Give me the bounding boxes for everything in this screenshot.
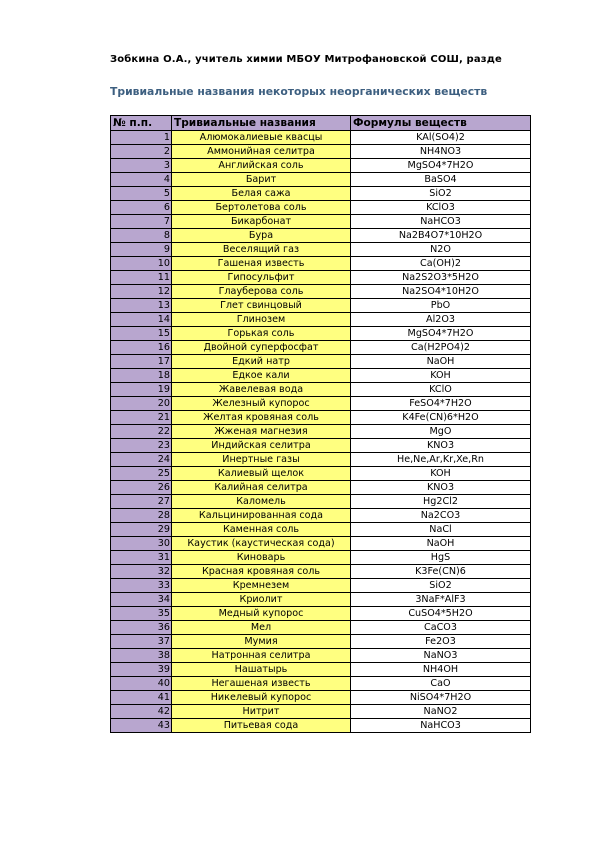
row-number: 21 xyxy=(111,411,172,425)
row-number: 19 xyxy=(111,383,172,397)
table-row xyxy=(111,369,531,383)
row-formula: NH4NO3 xyxy=(351,145,531,159)
table-row xyxy=(111,551,531,565)
row-number: 35 xyxy=(111,607,172,621)
table-row xyxy=(111,481,531,495)
table-row xyxy=(111,425,531,439)
row-trivial-name: Жавелевая вода xyxy=(172,383,351,397)
row-trivial-name: Каломель xyxy=(172,495,351,509)
row-formula: Fe2O3 xyxy=(351,635,531,649)
table-row xyxy=(111,523,531,537)
table-row xyxy=(111,397,531,411)
row-formula: NaNO2 xyxy=(351,705,531,719)
row-trivial-name: Никелевый купорос xyxy=(172,691,351,705)
row-number: 24 xyxy=(111,453,172,467)
row-trivial-name: Двойной суперфосфат xyxy=(172,341,351,355)
row-trivial-name: Горькая соль xyxy=(172,327,351,341)
row-trivial-name: Английская соль xyxy=(172,159,351,173)
row-number: 41 xyxy=(111,691,172,705)
row-trivial-name: Бура xyxy=(172,229,351,243)
row-formula: Na2S2O3*5H2O xyxy=(351,271,531,285)
row-formula: KNO3 xyxy=(351,439,531,453)
row-number: 18 xyxy=(111,369,172,383)
row-number: 12 xyxy=(111,285,172,299)
row-number: 39 xyxy=(111,663,172,677)
row-trivial-name: Кальцинированная сода xyxy=(172,509,351,523)
row-formula: Na2CO3 xyxy=(351,509,531,523)
row-number: 34 xyxy=(111,593,172,607)
row-trivial-name: Желтая кровяная соль xyxy=(172,411,351,425)
row-number: 22 xyxy=(111,425,172,439)
table-row xyxy=(111,495,531,509)
table-row xyxy=(111,243,531,257)
table-row xyxy=(111,509,531,523)
row-number: 1 xyxy=(111,131,172,145)
row-formula: KNO3 xyxy=(351,481,531,495)
row-formula: CaCO3 xyxy=(351,621,531,635)
table-body xyxy=(111,131,531,733)
row-formula: SiO2 xyxy=(351,187,531,201)
row-formula: NaHCO3 xyxy=(351,215,531,229)
row-trivial-name: Негашеная известь xyxy=(172,677,351,691)
header-formula: Формулы веществ xyxy=(351,116,531,131)
row-formula: He,Ne,Ar,Kr,Xe,Rn xyxy=(351,453,531,467)
table-row xyxy=(111,383,531,397)
row-trivial-name: Бикарбонат xyxy=(172,215,351,229)
row-trivial-name: Нашатырь xyxy=(172,663,351,677)
table-row xyxy=(111,285,531,299)
row-number: 38 xyxy=(111,649,172,663)
row-formula: K3Fe(CN)6 xyxy=(351,565,531,579)
table-row xyxy=(111,537,531,551)
row-number: 2 xyxy=(111,145,172,159)
row-trivial-name: Киноварь xyxy=(172,551,351,565)
row-trivial-name: Инертные газы xyxy=(172,453,351,467)
table-row xyxy=(111,257,531,271)
row-number: 16 xyxy=(111,341,172,355)
row-number: 9 xyxy=(111,243,172,257)
row-trivial-name: Белая сажа xyxy=(172,187,351,201)
row-formula: N2O xyxy=(351,243,531,257)
table-row xyxy=(111,719,531,733)
row-formula: KClO3 xyxy=(351,201,531,215)
table-row xyxy=(111,299,531,313)
row-trivial-name: Веселящий газ xyxy=(172,243,351,257)
row-formula: PbO xyxy=(351,299,531,313)
row-number: 36 xyxy=(111,621,172,635)
row-formula: Na2SO4*10H2O xyxy=(351,285,531,299)
row-number: 23 xyxy=(111,439,172,453)
row-formula: KOH xyxy=(351,467,531,481)
row-formula: Na2B4O7*10H2O xyxy=(351,229,531,243)
row-trivial-name: Криолит xyxy=(172,593,351,607)
row-number: 29 xyxy=(111,523,172,537)
row-formula: Ca(OH)2 xyxy=(351,257,531,271)
row-number: 4 xyxy=(111,173,172,187)
row-number: 31 xyxy=(111,551,172,565)
row-number: 40 xyxy=(111,677,172,691)
table-row xyxy=(111,439,531,453)
row-trivial-name: Глауберова соль xyxy=(172,285,351,299)
row-trivial-name: Красная кровяная соль xyxy=(172,565,351,579)
document-title: Тривиальные названия некоторых неорганических веществ xyxy=(110,85,488,98)
table-row xyxy=(111,229,531,243)
row-number: 8 xyxy=(111,229,172,243)
table-row xyxy=(111,635,531,649)
row-trivial-name: Бертолетова соль xyxy=(172,201,351,215)
row-number: 26 xyxy=(111,481,172,495)
row-number: 17 xyxy=(111,355,172,369)
row-trivial-name: Железный купорос xyxy=(172,397,351,411)
row-trivial-name: Калиевый щелок xyxy=(172,467,351,481)
row-trivial-name: Гашеная известь xyxy=(172,257,351,271)
row-formula: Al2O3 xyxy=(351,313,531,327)
row-formula: MgSO4*7H2O xyxy=(351,327,531,341)
table-row xyxy=(111,593,531,607)
row-formula: KAl(SO4)2 xyxy=(351,131,531,145)
table-row xyxy=(111,649,531,663)
row-number: 37 xyxy=(111,635,172,649)
row-trivial-name: Натронная селитра xyxy=(172,649,351,663)
table-row xyxy=(111,467,531,481)
row-formula: 3NaF*AlF3 xyxy=(351,593,531,607)
row-number: 25 xyxy=(111,467,172,481)
row-trivial-name: Глет свинцовый xyxy=(172,299,351,313)
table-row xyxy=(111,621,531,635)
row-number: 32 xyxy=(111,565,172,579)
row-formula: KClO xyxy=(351,383,531,397)
row-number: 3 xyxy=(111,159,172,173)
row-formula: NaHCO3 xyxy=(351,719,531,733)
row-number: 5 xyxy=(111,187,172,201)
row-formula: NaCl xyxy=(351,523,531,537)
table-row xyxy=(111,691,531,705)
row-formula: K4Fe(CN)6*H2O xyxy=(351,411,531,425)
table-row xyxy=(111,271,531,285)
row-formula: FeSO4*7H2O xyxy=(351,397,531,411)
row-trivial-name: Едкое кали xyxy=(172,369,351,383)
table-row xyxy=(111,663,531,677)
row-formula: NaNO3 xyxy=(351,649,531,663)
row-number: 20 xyxy=(111,397,172,411)
table-row xyxy=(111,159,531,173)
row-formula: KOH xyxy=(351,369,531,383)
row-formula: Hg2Cl2 xyxy=(351,495,531,509)
table-row xyxy=(111,201,531,215)
row-number: 13 xyxy=(111,299,172,313)
row-trivial-name: Мел xyxy=(172,621,351,635)
table-row xyxy=(111,411,531,425)
row-number: 11 xyxy=(111,271,172,285)
table-row xyxy=(111,313,531,327)
row-number: 42 xyxy=(111,705,172,719)
row-number: 6 xyxy=(111,201,172,215)
table-header-row xyxy=(111,116,531,131)
row-formula: NaOH xyxy=(351,537,531,551)
row-trivial-name: Индийская селитра xyxy=(172,439,351,453)
row-number: 43 xyxy=(111,719,172,733)
row-formula: SiO2 xyxy=(351,579,531,593)
table-row xyxy=(111,453,531,467)
row-trivial-name: Каменная соль xyxy=(172,523,351,537)
row-trivial-name: Каустик (каустическая сода) xyxy=(172,537,351,551)
row-number: 30 xyxy=(111,537,172,551)
row-trivial-name: Алюмокалиевые квасцы xyxy=(172,131,351,145)
row-formula: CaO xyxy=(351,677,531,691)
row-trivial-name: Медный купорос xyxy=(172,607,351,621)
header-trivial-name: Тривиальные названия xyxy=(172,116,351,131)
row-number: 33 xyxy=(111,579,172,593)
table-row xyxy=(111,565,531,579)
header-number: № п.п. xyxy=(111,116,172,131)
row-formula: HgS xyxy=(351,551,531,565)
table-row xyxy=(111,145,531,159)
row-number: 15 xyxy=(111,327,172,341)
table-row xyxy=(111,355,531,369)
table-row xyxy=(111,327,531,341)
table-row xyxy=(111,131,531,145)
row-formula: NaOH xyxy=(351,355,531,369)
row-trivial-name: Барит xyxy=(172,173,351,187)
table-row xyxy=(111,341,531,355)
row-number: 28 xyxy=(111,509,172,523)
row-trivial-name: Жженая магнезия xyxy=(172,425,351,439)
row-formula: MgSO4*7H2O xyxy=(351,159,531,173)
row-formula: Ca(H2PO4)2 xyxy=(351,341,531,355)
row-trivial-name: Глинозем xyxy=(172,313,351,327)
table-row xyxy=(111,579,531,593)
row-formula: NiSO4*7H2O xyxy=(351,691,531,705)
row-trivial-name: Калийная селитра xyxy=(172,481,351,495)
row-number: 7 xyxy=(111,215,172,229)
row-number: 27 xyxy=(111,495,172,509)
table-row xyxy=(111,187,531,201)
table-row xyxy=(111,607,531,621)
row-formula: MgO xyxy=(351,425,531,439)
row-trivial-name: Аммонийная селитра xyxy=(172,145,351,159)
author-line: Зобкина О.А., учитель химии МБОУ Митрофановской СОШ, разде xyxy=(110,54,502,65)
row-formula: CuSO4*5H2O xyxy=(351,607,531,621)
row-formula: BaSO4 xyxy=(351,173,531,187)
row-formula: NH4OH xyxy=(351,663,531,677)
row-trivial-name: Едкий натр xyxy=(172,355,351,369)
row-trivial-name: Питьевая сода xyxy=(172,719,351,733)
row-trivial-name: Гипосульфит xyxy=(172,271,351,285)
substances-table xyxy=(110,115,531,733)
row-trivial-name: Кремнезем xyxy=(172,579,351,593)
table-row xyxy=(111,677,531,691)
row-number: 10 xyxy=(111,257,172,271)
row-trivial-name: Мумия xyxy=(172,635,351,649)
table-row xyxy=(111,173,531,187)
row-trivial-name: Нитрит xyxy=(172,705,351,719)
table-row xyxy=(111,705,531,719)
row-number: 14 xyxy=(111,313,172,327)
table-row xyxy=(111,215,531,229)
